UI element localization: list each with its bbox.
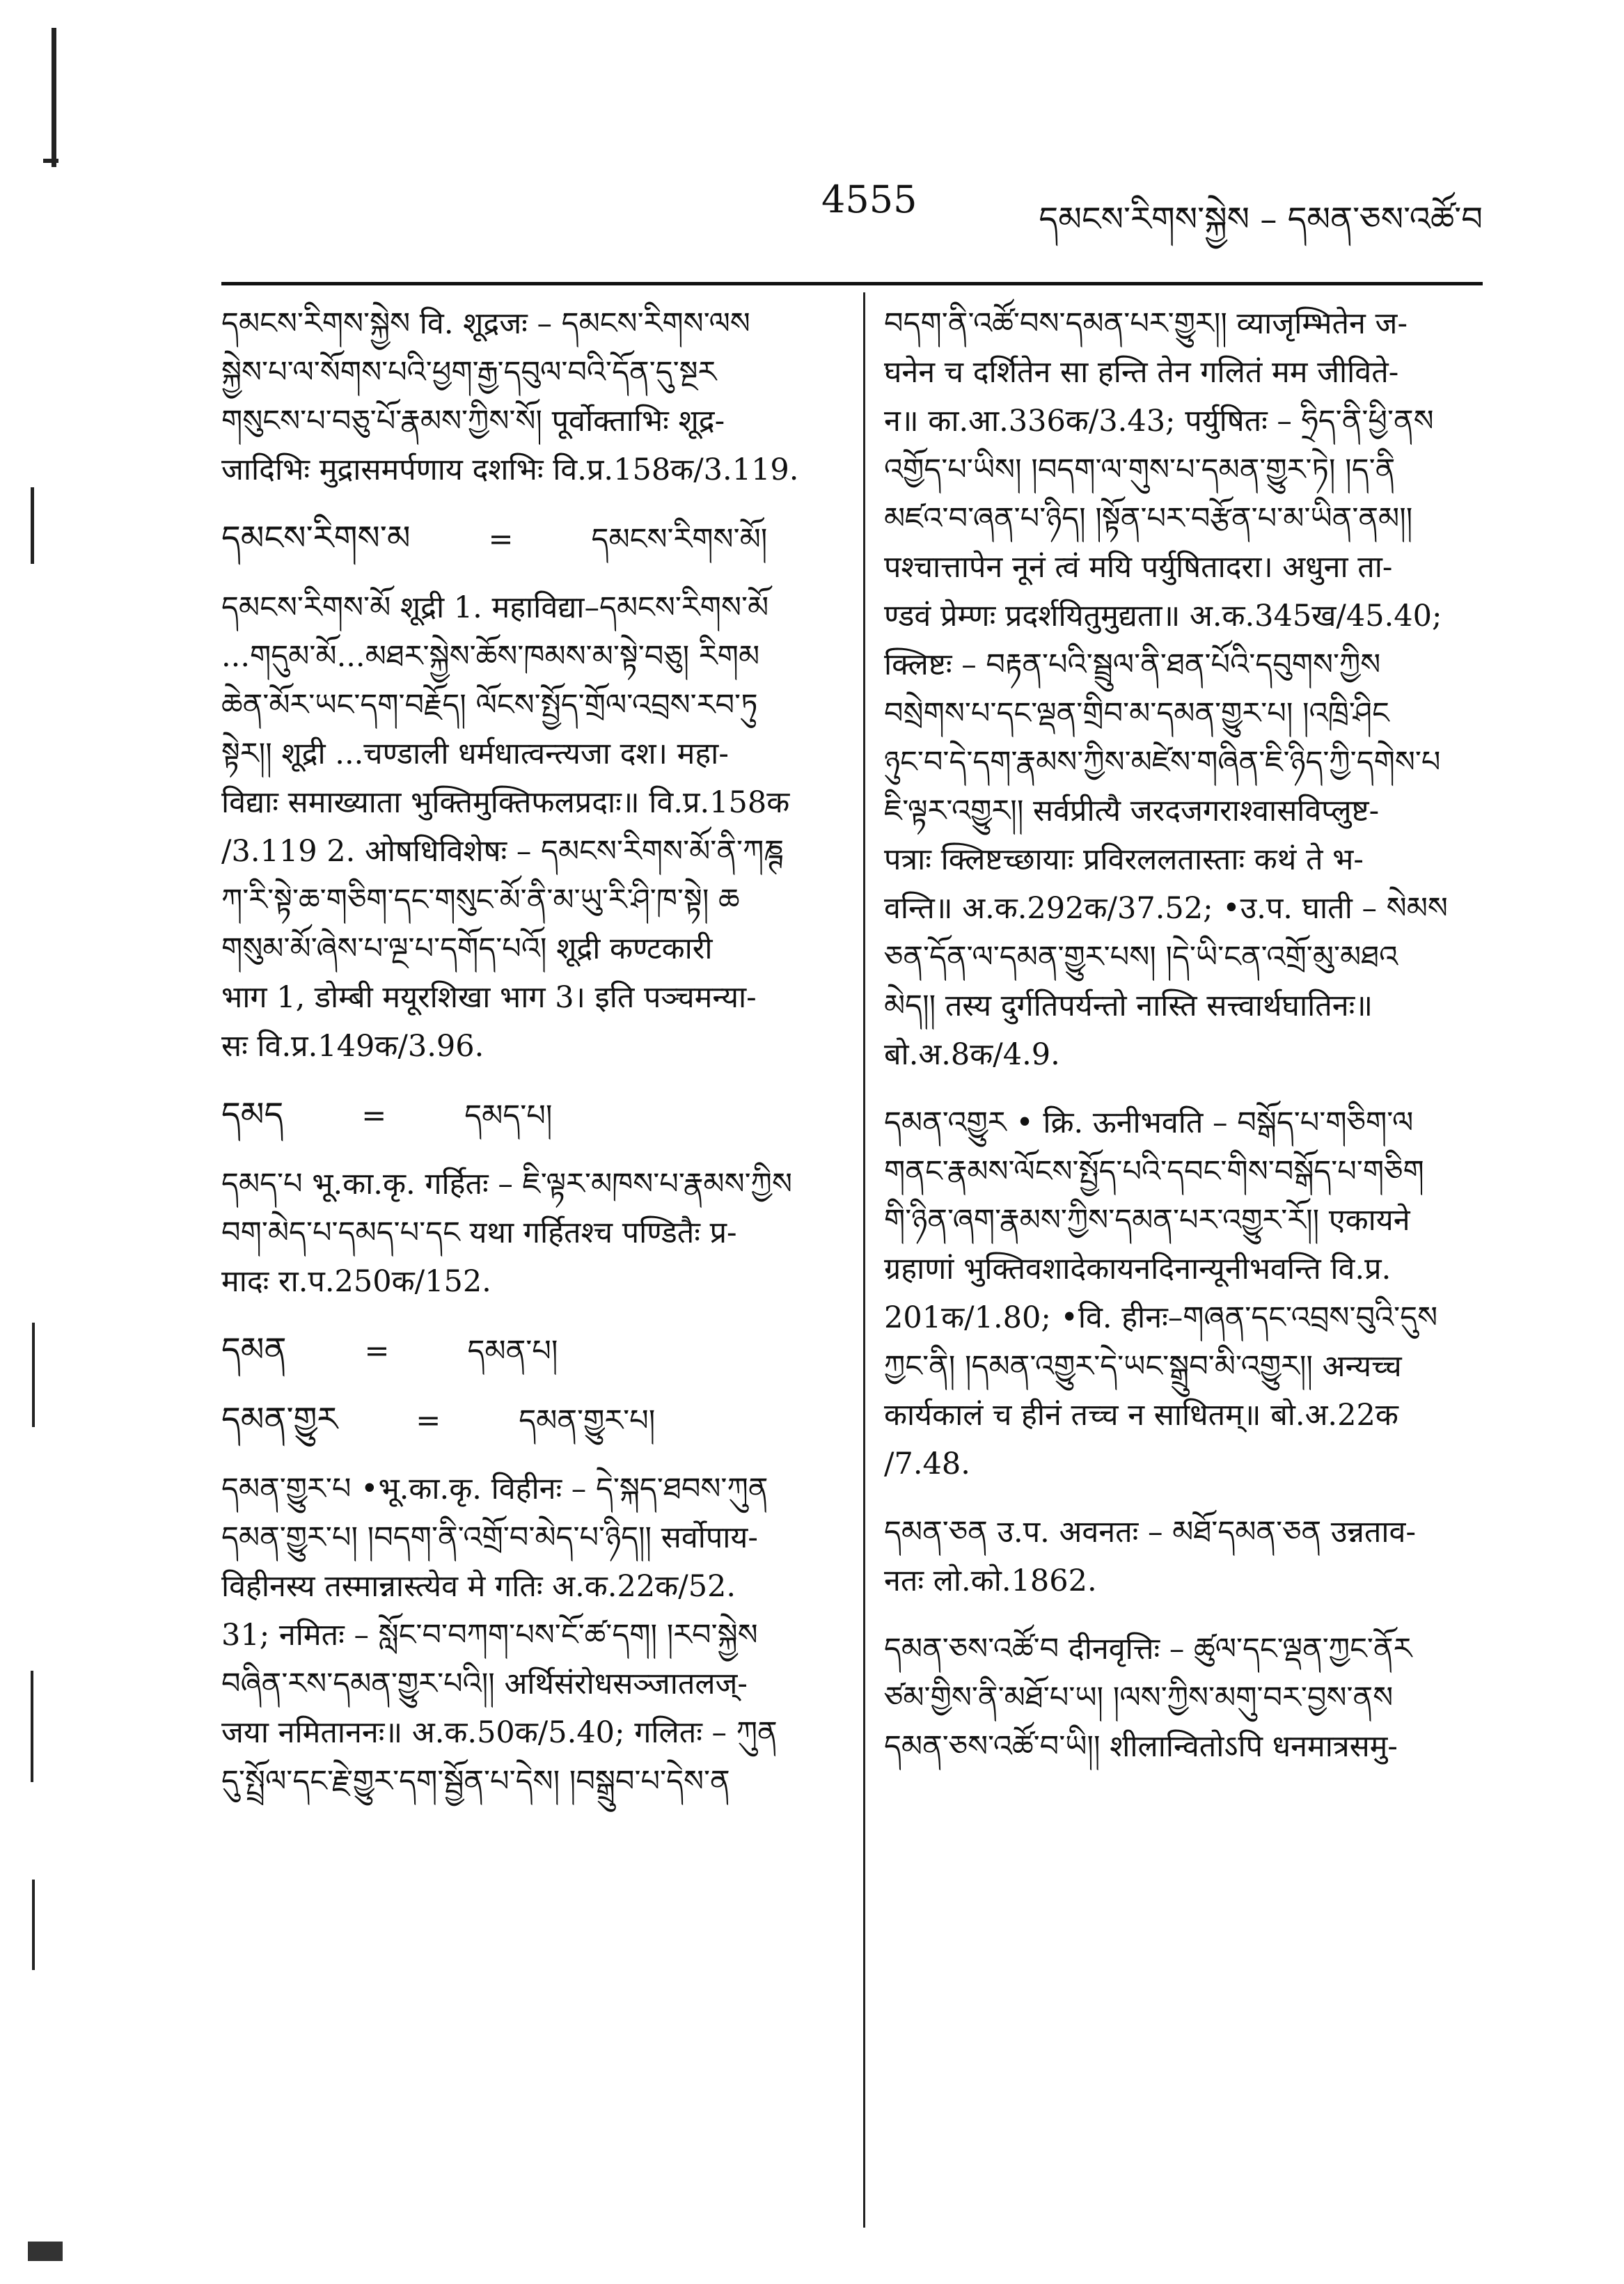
dictionary-entry <box>221 1160 834 1306</box>
entry-line: དུ་སྤྲོལ་དང་རྗེ་གྱུར་དག་སྦྱོན་པ་དེས། །བསྒྲུབ་པ་དེས་ན <box>221 1764 730 1799</box>
scan-margin-mark <box>52 28 56 167</box>
entry-line: ཀྱང་ནི། །དམན་འགྱུར་དེ་ཡང་སྒྲུབ་མི་འགྱུར།། अन्यच्च <box>884 1349 1402 1384</box>
equals-sign: = <box>416 1403 441 1438</box>
entry-line: विहीनस्य तस्मान्नास्त्येव मे गतिः अ.क.22क/52. <box>221 1569 736 1604</box>
entry-line: न॥ का.आ.336क/3.43; पर्युषितः – ཧྲིད་ནི་ཕྱི་ནས <box>884 404 1434 439</box>
cross-reference-entry <box>221 1395 834 1445</box>
entry-line: བཞིན་རས་དམན་གྱུར་པའི།། अर्थिसंरोधसञ्जातलज्- <box>221 1667 748 1701</box>
entry-line: पश्चात्तापेन नूनं त्वं मयि पर्युषितादरा। अधुना ता- <box>884 550 1393 585</box>
entry-line: གནང་རྣམས་ལོངས་སྤྱོད་པའི་དབང་གིས་བསྒོད་པ་གཅིག <box>884 1154 1424 1189</box>
entry-line: དམངས་རིགས་མོ शूद्री 1. महाविद्या–དམངས་རིགས་མོ <box>221 590 769 625</box>
cross-reference-entry <box>221 1325 834 1376</box>
equals-sign: = <box>361 1098 387 1133</box>
entry-line: དམད་པ भू.का.कृ. गर्हितः – ཇི་ལྟར་མཁས་པ་རྣམས་ཀྱིས <box>221 1167 792 1202</box>
entry-line: ...གདུམ་མོ...མཐར་སྐྱེས་ཆོས་ཁམས་མ་སྟེ་བཅུ། རིགམ <box>221 639 760 674</box>
headword: དམངས་རིགས་མ <box>221 519 411 558</box>
scan-margin-mark <box>43 159 58 163</box>
cross-reference-entry <box>221 1090 834 1140</box>
entry-line: མེད།། तस्य दुर्गतिपर्यन्तो नास्ति सत्त्वार्थघातिनः॥ <box>884 989 1373 1023</box>
cross-reference-row <box>221 1395 834 1445</box>
dictionary-entry <box>221 1465 834 1806</box>
entry-line: बो.अ.8क/4.9. <box>884 1037 1060 1072</box>
dictionary-entry <box>221 583 834 1071</box>
cross-reference-row <box>221 1325 834 1376</box>
entry-line: ग्रहाणां भुक्तिवशादेकायनदिनान्यूनीभवन्ति वि.प्र. <box>884 1252 1392 1286</box>
page-header <box>223 178 1483 261</box>
entry-line: བདག་ནི་འཚོ་བས་དམན་པར་གྱུར།། व्याजृम्भितेन ज- <box>884 306 1408 341</box>
entry-line: ཇི་ལྟར་འགྱུར།། सर्वप्रीत्यै जरदजगराश्वासविप्लुष्ट- <box>884 794 1380 828</box>
entry-line: क्लिष्टः – བརྟན་པའི་སྦྲུལ་ནི་ཐན་པོའི་དབུགས་ཀྱིས <box>884 647 1381 682</box>
entry-line: བསྲེགས་པ་དང་ལྡན་གྲིབ་མ་དམན་གྱུར་པ། །འཁྲི་ཤིང <box>884 696 1389 731</box>
entry-line: भाग 1, डोम्बी मयूरशिखा भाग 3। इति पञ्चमन्या- <box>221 980 757 1015</box>
entry-line: གསུམ་མོ་ཞེས་པ་ལྔ་པ་དགོད་པའོ། शूद्री कण्टकारी <box>221 931 713 966</box>
headword: དམན་གྱུར <box>221 1400 338 1439</box>
entry-line: जादिभिः मुद्रासमर्पणाय दशभिः वि.प्र.158क/3.119. <box>221 452 799 487</box>
cross-reference-target: དམན་གྱུར་པ། <box>519 1403 656 1438</box>
header-rule <box>221 282 1483 285</box>
entry-line: ཀ་རི་སྟེ་ཆ་གཅིག་དང་གསུང་མོ་ནི་མ་ཡུ་རི་ཤི་ཁ་སྟེ། ཆ <box>221 883 740 917</box>
scan-margin-mark <box>31 1671 33 1782</box>
entry-line: བག་མེད་པ་དམད་པ་དང यथा गर्हितश्च पण्डितैः प्र- <box>221 1215 737 1250</box>
entry-line: वन्ति॥ अ.क.292क/37.52; •उ.प. घाती – སེམས <box>884 891 1448 926</box>
dictionary-entry <box>884 1625 1483 1771</box>
entry-line: जया नमिताननः॥ अ.क.50क/5.40; गलितः – ཀུན <box>221 1715 778 1750</box>
entry-line: དམན་ཅས་འཚོ་བ दीनवृत्तिः – ཚུལ་དང་ལྡན་ཀྱང་ནོར <box>884 1632 1412 1667</box>
column-divider <box>863 292 865 2228</box>
entry-line: 201क/1.80; •वि. हीनः–གཞན་དང་འབྲས་བུའི་དུས <box>884 1300 1438 1335</box>
entry-line: नतः लो.को.1862. <box>884 1564 1097 1598</box>
entry-line: /3.119 2. ओषधिविशेषः – དམངས་རིགས་མོ་ནི་ཀཎྚ <box>221 834 784 869</box>
cross-reference-target: དམན་པ། <box>467 1334 558 1369</box>
entry-line: དམན་ཅས་འཚོ་བ་ཡི།། शीलान्वितोऽपि धनमात्रसमु- <box>884 1729 1398 1764</box>
headword: དམད <box>221 1095 284 1134</box>
dictionary-entry <box>884 1098 1483 1488</box>
headword: དམན <box>221 1330 287 1369</box>
scan-margin-mark <box>28 2242 63 2261</box>
dictionary-entry <box>221 299 834 494</box>
entry-line: དམན་ཅན उ.प. अवनतः – མཐོ་དམན་ཅན उन्नताव- <box>884 1515 1416 1550</box>
entry-line: ཆེན་མོར་ཡང་དག་བརྗོད། ལོངས་སྤྱོད་གྲོལ་འབྲས་རབ་ཏུ <box>221 688 758 723</box>
running-head: དམངས་རིགས་སྐྱེས – དམན་ཅས་འཚོ་བ <box>1039 200 1483 239</box>
dictionary-entry <box>884 1508 1483 1605</box>
cross-reference-entry <box>221 514 834 564</box>
cross-reference-row <box>221 1090 834 1140</box>
entry-line: सः वि.प्र.149क/3.96. <box>221 1029 484 1064</box>
cross-reference-target: དམངས་རིགས་མོ། <box>591 522 768 557</box>
dictionary-entry <box>884 299 1483 1079</box>
entry-line: घनेन च दर्शितेन सा हन्ति तेन गलितं मम जीविते- <box>884 355 1399 390</box>
page-number: 4555 <box>821 178 917 221</box>
left-column <box>221 299 834 1825</box>
entry-line: ཅན་དོན་ལ་དམན་གྱུར་པས། །དེ་ཡི་ངན་འགྲོ་མུ་མཐའ <box>884 940 1398 975</box>
entry-line: ཉུང་བ་དེ་དག་རྣམས་ཀྱིས་མཛེས་གཞིན་ཇི་ཉིད་ཀྱི་དགེས་པ <box>884 745 1441 780</box>
scan-margin-mark <box>32 1323 35 1427</box>
entry-line: དམན་གྱུར་པ། །བདག་ནི་འགྲོ་བ་མེད་པ་ཉིད།། सर्वोपाय- <box>221 1520 758 1555</box>
entry-line: སྟེར།། शूद्री ...चण्डाली धर्मधात्वन्त्यजा दश। महा- <box>221 737 729 771</box>
entry-line: मादः रा.प.250क/152. <box>221 1264 491 1299</box>
cross-reference-target: དམད་པ། <box>464 1098 553 1133</box>
entry-line: /7.48. <box>884 1447 970 1481</box>
entry-line: पत्राः क्लिष्टच्छायाः प्रविरललतास्ताः कथं ते भ- <box>884 842 1364 877</box>
entry-line: 31; नमितः – སློང་བ་བཀག་པས་ངོ་ཚ་དག། །རབ་སྐྱེས <box>221 1618 758 1653</box>
entry-line: སྐྱེས་པ་ལ་སོགས་པའི་ཕྱག་རྒྱ་དབུལ་བའི་དོན་དུ་སྔར <box>221 355 717 390</box>
entry-line: ण्डवं प्रेम्णः प्रदर्शयितुमुद्यता॥ अ.क.345ख/45.40; <box>884 599 1442 633</box>
entry-line: ཙམ་གྱིས་ནི་མཐོ་པ་ཡ། །ལས་ཀྱིས་མགུ་བར་བྱས་ནས <box>884 1680 1394 1715</box>
entry-line: གསུངས་པ་བཅུ་པོ་རྣམས་ཀྱིས་སོ། पूर्वोक्ताभिः शूद्र- <box>221 404 725 439</box>
scan-margin-mark <box>32 1880 35 1970</box>
entry-line: དམན་འགྱུར • क्रि. ऊनीभवति – བསྒོད་པ་གཅིག་ལ <box>884 1105 1414 1140</box>
equals-sign: = <box>364 1334 390 1369</box>
equals-sign: = <box>488 522 514 557</box>
cross-reference-row <box>221 514 834 564</box>
entry-line: མཛའ་བ་ཞན་པ་ཉིད། །སྟོན་པར་བརྩོན་པ་མ་ཡིན་ནམ།། <box>884 501 1413 536</box>
entry-line: གི་ཉིན་ཞག་རྣམས་ཀྱིས་དམན་པར་འགྱུར་རོ།། एकायने <box>884 1203 1410 1238</box>
entry-line: དམན་གྱུར་པ •भू.का.कृ. विहीनः – དེ་སྐད་ཐབས་ཀུན <box>221 1472 768 1506</box>
entry-line: དམངས་རིགས་སྐྱེས वि. शूद्रजः – དམངས་རིགས་ལས <box>221 306 750 341</box>
entry-line: कार्यकालं च हीनं तच्च न साधितम्॥ बो.अ.22क <box>884 1398 1398 1433</box>
right-column <box>884 299 1483 1790</box>
entry-line: विद्याः समाख्याता भुक्तिमुक्तिफलप्रदाः॥ वि.प्र.158क <box>221 785 790 820</box>
entry-line: འགྱོད་པ་ཡིས། །བདག་ལ་གུས་པ་དམན་གྱུར་ཏེ། །ད་ནི <box>884 452 1396 487</box>
scan-margin-mark <box>31 487 34 564</box>
